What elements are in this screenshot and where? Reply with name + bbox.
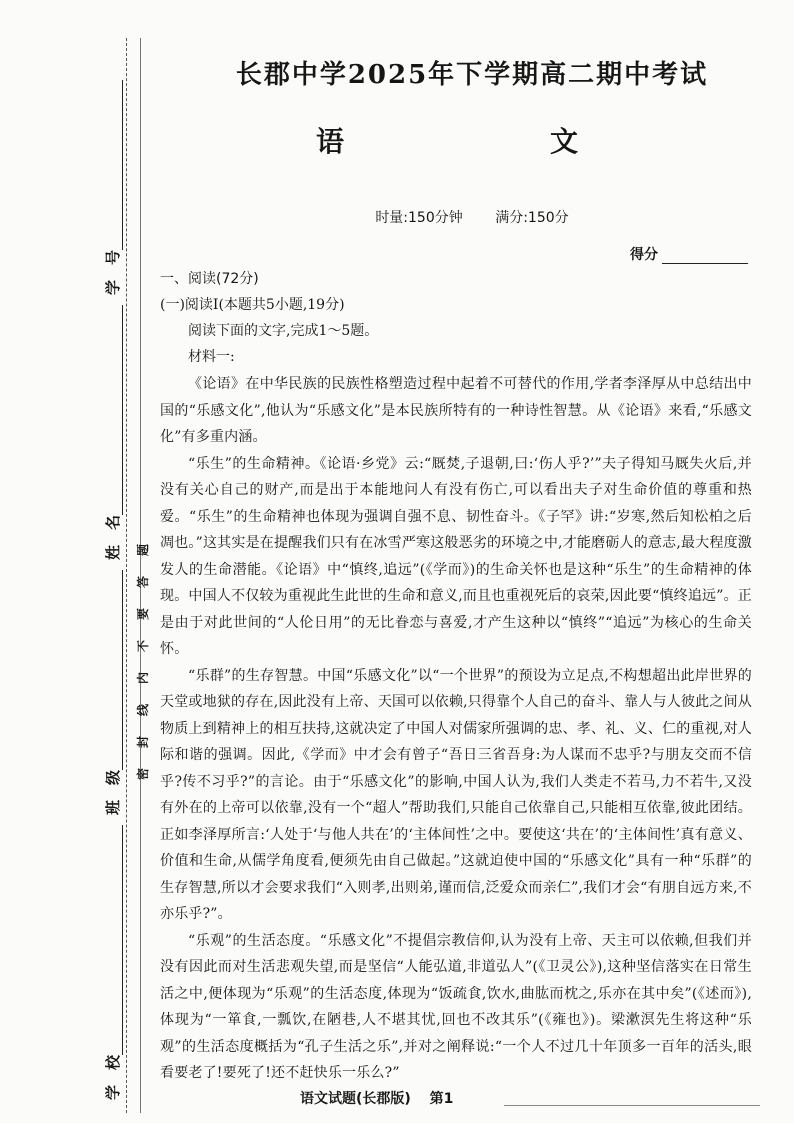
class-blank[interactable] bbox=[104, 570, 123, 770]
class-field bbox=[102, 570, 123, 815]
subject-title: 语 文 bbox=[315, 125, 628, 158]
paragraph-lesheng: “乐生”的生命精神。《论语·乡党》云:“厩焚,子退朝,曰:‘伤人乎?’”夫子得知马厩失火后,并没有关心自己的财产,而是出于本能地问人有没有伤亡,可以看出夫子对生命价值的尊重和热爱。“乐生”的生命精神也体现为强调自强不息、韧性奋斗。《子罕》讲:“岁寒,然后知松柏之后凋也。”这其实是在提醒我们只有在冰雪严寒这般恶劣的环境之中,才能磨砺人的意志,最大程度激发人的生命潜能。《论语》中“慎终,追远”(《学而》)的生命关怀也是这种“乐生”的生命精神的体现。中国人不仅较为重视此生此世的生命和意义,而且也重视死后的哀荣,因此要“慎终追远”。正是由于对此世间的“人伦日用”的无比眷恋与喜爱,才产生这种以“慎终”“追远”为核心的生命关怀。 bbox=[160, 455, 753, 657]
school-blank[interactable] bbox=[104, 825, 123, 1055]
material-label: 材料一: bbox=[188, 349, 235, 365]
paragraph-intro: 《论语》在中华民族的民族性格塑造过程中起着不可替代的作用,学者李泽厚从中总结出中国的“乐感文化”,他认为“乐感文化”是本民族所特有的一种诗性智慧。从《论语》来看,“乐感文化”有多重内涵。 bbox=[160, 376, 752, 445]
reading-content bbox=[160, 266, 752, 1087]
student-id-label: 学 号 bbox=[104, 249, 122, 295]
name-field bbox=[102, 305, 123, 560]
full-score: 满分:150分 bbox=[495, 210, 569, 226]
class-label: 班 级 bbox=[104, 769, 122, 815]
instruction-text: 阅读下面的文字,完成1～5题。 bbox=[188, 323, 379, 339]
page-number: 第1 bbox=[429, 1091, 454, 1107]
paragraph-leguan: “乐观”的生活态度。“乐感文化”不提倡宗教信仰,认为没有上帝、天主可以依赖,但我们并没有因此而对生活悲观失望,而是坚信“人能弘道,非道弘人”(《卫灵公》),这种坚信落实在日常生活之中,便体现为“乐观”的生活态度,体现为“饭疏食,饮水,曲肱而枕之,乐亦在其中矣”(《述而》),体现为“一箪食,一瓢饮,在陋巷,人不堪其忧,回也不改其乐”(《雍也》)。梁漱溟先生将这种“乐观”的生活态度概括为“孔子生活之乐”,并对之阐释说:“一个人不过几十年顶多一百年的活头,眼看要老了!要死了!还不赶快乐一乐么?” bbox=[160, 932, 752, 1081]
score-label: 得分 bbox=[630, 247, 658, 263]
score-field bbox=[630, 244, 748, 264]
name-label: 姓 名 bbox=[104, 514, 122, 560]
school-label: 学 校 bbox=[104, 1054, 122, 1100]
student-id-blank[interactable] bbox=[104, 80, 123, 250]
time-limit: 时量:150分钟 bbox=[375, 210, 463, 226]
part-heading: (一)阅读Ⅰ(本题共5小题,19分) bbox=[160, 297, 345, 313]
section-heading: 一、阅读(72分) bbox=[160, 271, 259, 287]
student-info-strip bbox=[95, 40, 123, 1100]
footer-rule bbox=[504, 1105, 760, 1106]
name-blank[interactable] bbox=[104, 305, 123, 515]
page-footer bbox=[300, 1088, 453, 1108]
school-field bbox=[102, 825, 123, 1100]
student-id-field bbox=[102, 80, 123, 295]
footer-label: 语文试题(长郡版) bbox=[300, 1091, 411, 1107]
binding-dashed-line bbox=[126, 38, 127, 1113]
score-blank[interactable] bbox=[662, 247, 748, 264]
exam-time-info bbox=[150, 207, 794, 227]
exam-title: 长郡中学2025年下学期高二期中考试 bbox=[235, 60, 709, 90]
paragraph-lequn: “乐群”的生存智慧。中国“乐感文化”以“一个世界”的预设为立足点,不构想超出此岸世界的天堂或地狱的存在,因此没有上帝、天国可以依赖,只得靠个人自己的奋斗、靠人与人彼此之间从物质上到精神上的相互扶持,这就决定了中国人对儒家所强调的忠、孝、礼、义、仁的重视,对人际和谐的强调。因此,《学而》中才会有曾子“吾日三省吾身:为人谋而不忠乎?与朋友交而不信乎?传不习乎?”的言论。由于“乐感文化”的影响,中国人认为,我们人类走不若马,力不若牛,又没有外在的上帝可以依靠,没有一个“超人”帮助我们,只能自己依靠自己,只能相互依靠,彼此团结。正如李泽厚所言:‘人处于‘与他人共在’的‘主体间性’之中。要使这‘共在’的‘主体间性’真有意义、价值和生命,从儒学角度看,便须先由自己做起。”这就迫使中国的“乐感文化”具有一种“乐群”的生存智慧,所以才会要求我们“入则孝,出则弟,谨而信,泛爱众而亲仁”,我们才会“有朋自远方来,不亦乐乎?”。 bbox=[160, 667, 752, 922]
seal-line-note: 密封线内不要答题 bbox=[136, 523, 150, 780]
